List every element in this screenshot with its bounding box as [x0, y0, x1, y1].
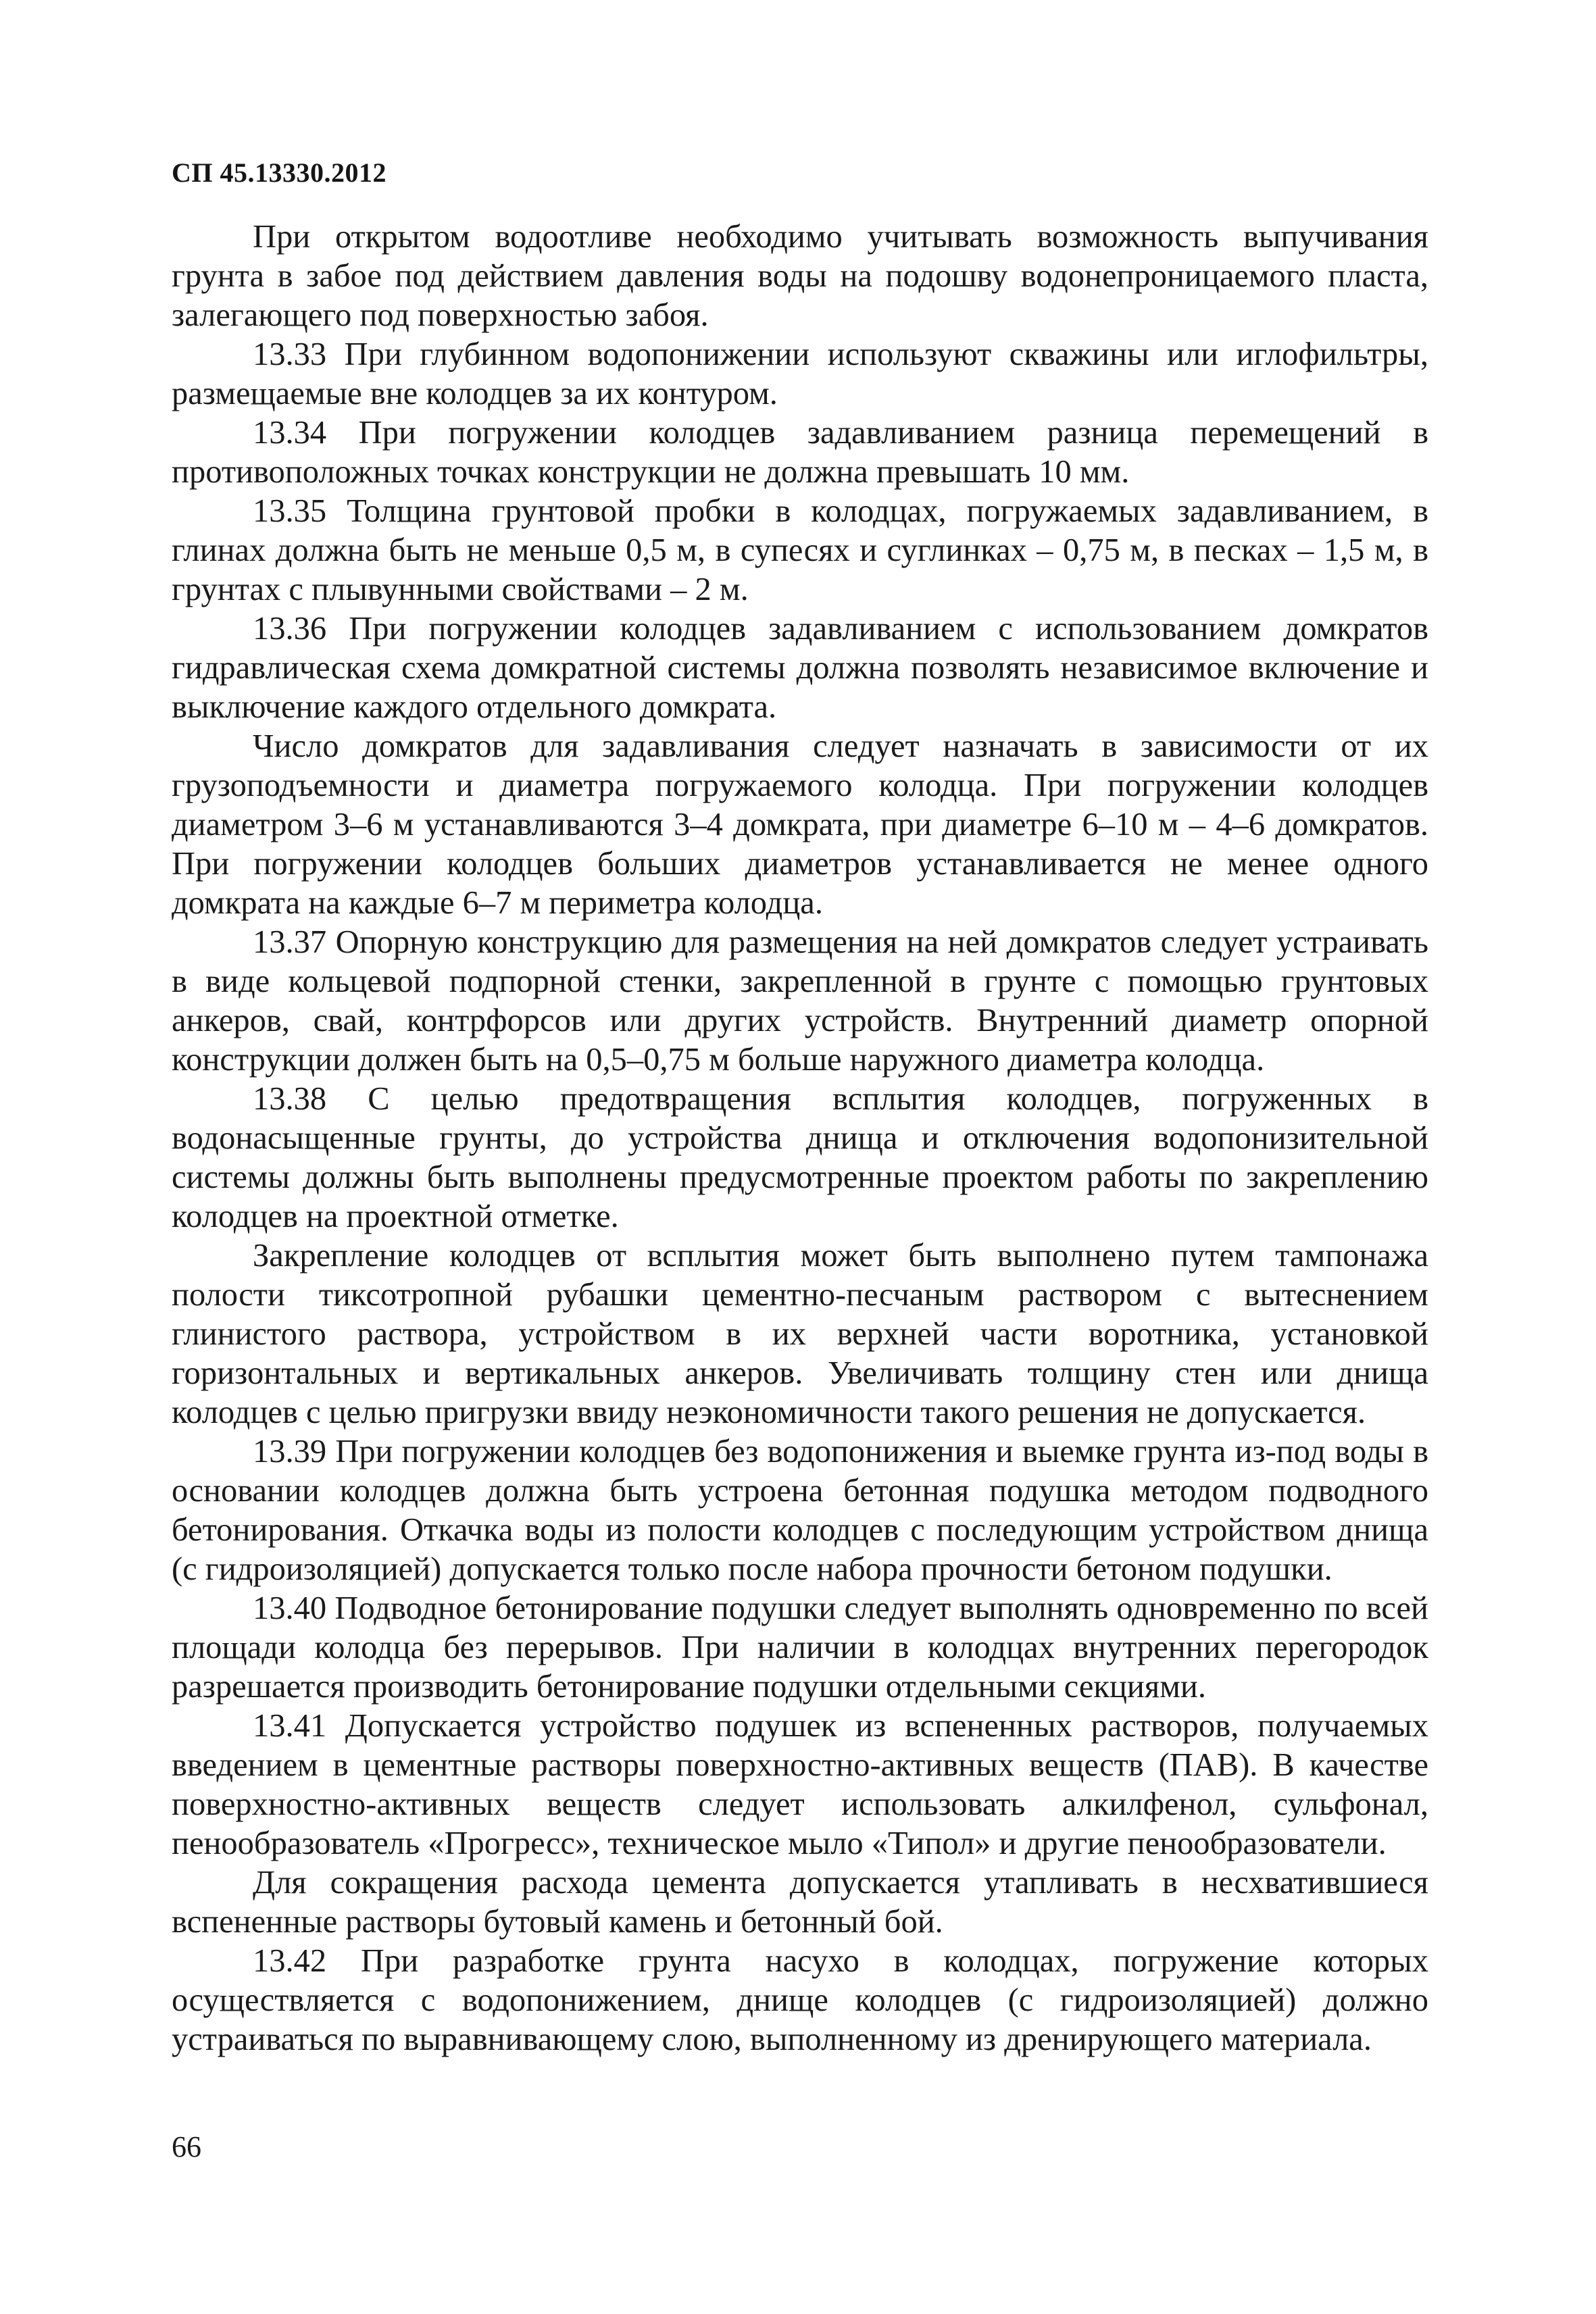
paragraph-open-drainage: При открытом водоотливе необходимо учитывать возможность выпучивания грунта в забое под действием давления воды на подошву водонепроницаемого пласта, залегающего под поверхностью забоя.: [172, 219, 1428, 333]
paragraph-13-34: 13.34 При погружении колодцев задавливанием разница перемещений в противоположных точках конструкции не должна превышать 10 мм.: [172, 415, 1428, 490]
page-number: 66: [172, 2130, 201, 2163]
paragraph-13-35: 13.35 Толщина грунтовой пробки в колодцах, погружаемых задавливанием, в глинах должна быть не меньше 0,5 м, в супесях и суглинках – 0,75 м, в песках – 1,5 м, в грунтах с плывунными свойствами – 2 м.: [172, 493, 1428, 607]
paragraph-13-36: 13.36 При погружении колодцев задавливанием с использованием домкратов гидравлическая схема домкратной системы должна позволять независимое включение и выключение каждого отдельного домкрата.: [172, 611, 1428, 725]
paragraph-13-41: 13.41 Допускается устройство подушек из вспененных растворов, получаемых введением в цементные растворы поверхностно-активных веществ (ПАВ). В качестве поверхностно-активных веществ следует использовать алкилфенол, сульфонал, пенообразователь «Прогресс», техническое мыло «Типол» и другие пенообразователи.: [172, 1708, 1428, 1861]
paragraph-13-40: 13.40 Подводное бетонирование подушки следует выполнять одновременно по всей площади колодца без перерывов. При наличии в колодцах внутренних перегородок разрешается производить бетонирование подушки отдельными секциями.: [172, 1590, 1428, 1705]
paragraph-13-39: 13.39 При погружении колодцев без водопонижения и выемке грунта из-под воды в основании колодцев должна быть устроена бетонная подушка методом подводного бетонирования. Откачка воды из полости колодцев с последующим устройством днища (с гидроизоляцией) допускается только после набора прочности бетоном подушки.: [172, 1434, 1428, 1587]
paragraph-jack-count: Число домкратов для задавливания следует назначать в зависимости от их грузоподъемности и диаметра погружаемого колодца. При погружении колодцев диаметром 3–6 м устанавливаются 3–4 домкрата, при диаметре 6–10 м – 4–6 домкратов. При погружении колодцев больших диаметров устанавливается не менее одного домкрата на каждые 6–7 м периметра колодца.: [172, 728, 1428, 921]
document-code-header: СП 45.13330.2012: [172, 157, 386, 188]
body-text: [172, 218, 1428, 2059]
paragraph-13-38: 13.38 С целью предотвращения всплытия колодцев, погруженных в водонасыщенные грунты, до устройства днища и отключения водопонизительной системы должны быть выполнены предусмотренные проектом работы по закреплению колодцев на проектной отметке.: [172, 1081, 1428, 1234]
paragraph-cement-saving: Для сокращения расхода цемента допускается утапливать в несхватившиеся вспененные растворы бутовый камень и бетонный бой.: [172, 1865, 1428, 1940]
paragraph-13-42: 13.42 При разработке грунта насухо в колодцах, погружение которых осуществляется с водопонижением, днище колодцев (с гидроизоляцией) должно устраиваться по выравнивающему слою, выполненному из дренирующего материала.: [172, 1943, 1428, 2057]
paragraph-13-33: 13.33 При глубинном водопонижении используют скважины или иглофильтры, размещаемые вне колодцев за их контуром.: [172, 336, 1428, 411]
paragraph-13-37: 13.37 Опорную конструкцию для размещения на ней домкратов следует устраивать в виде кольцевой подпорной стенки, закрепленной в грунте с помощью грунтовых анкеров, свай, контрфорсов или других устройств. Внутренний диаметр опорной конструкции должен быть на 0,5–0,75 м больше наружного диаметра колодца.: [172, 924, 1428, 1078]
paragraph-anti-flotation: Закрепление колодцев от всплытия может быть выполнено путем тампонажа полости тиксотропной рубашки цементно-песчаным раствором с вытеснением глинистого раствора, устройством в их верхней части воротника, установкой горизонтальных и вертикальных анкеров. Увеличивать толщину стен или днища колодцев с целью пригрузки ввиду неэкономичности такого решения не допускается.: [172, 1238, 1428, 1430]
